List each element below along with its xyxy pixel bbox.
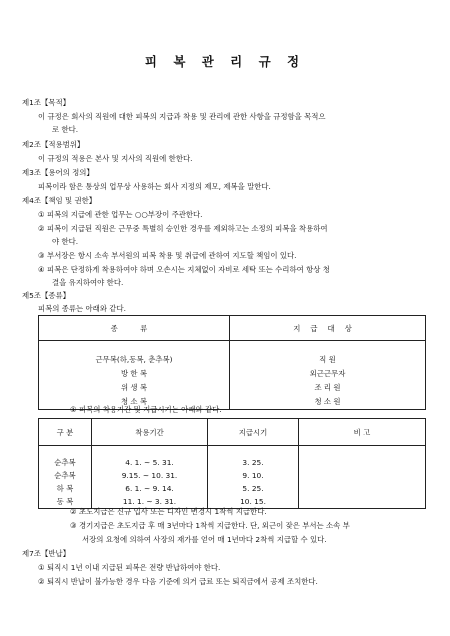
article-5-note: ① 피복의 착용기간 및 지급시기는 아래와 같다. bbox=[70, 405, 222, 414]
issue-date: 3. 25. bbox=[242, 458, 264, 467]
wear-period: 11. 1. ~ 3. 31. bbox=[122, 497, 177, 506]
uniform-target: 직 원 bbox=[319, 355, 336, 364]
article-5-text: 피복의 종류는 아래와 같다. bbox=[38, 304, 126, 313]
category: 동 복 bbox=[56, 497, 74, 506]
article-5-note: ③ 경기지급은 초도지급 후 매 3년마다 1착씩 지급한다. 단, 외근이 잦은 부서는 소속 부 bbox=[70, 521, 350, 530]
article-5-note-cont: 서장의 요청에 의하여 사장의 재가를 얻어 매 1년마다 2착씩 지급할 수 있다. bbox=[82, 535, 327, 544]
uniform-type: 위 생 복 bbox=[120, 383, 148, 392]
document-title: 피 복 관 리 규 정 bbox=[144, 54, 306, 69]
article-2-heading: 제2조【적용범위】 bbox=[22, 140, 85, 149]
table-header: 종 류 bbox=[39, 316, 230, 341]
table-header: 착용기간 bbox=[92, 419, 208, 446]
article-4-item-cont: 결을 유지하여야 한다. bbox=[52, 278, 124, 287]
category: 하 복 bbox=[56, 484, 74, 493]
issue-date: 9. 10. bbox=[242, 471, 264, 480]
article-5-note: ② 초도지급은 신규 입사 또는 디자인 변경시 1착씩 지급한다. bbox=[70, 507, 267, 516]
table-header: 비 고 bbox=[299, 419, 426, 446]
uniform-types-table bbox=[38, 315, 426, 410]
uniform-target: 외근근무자 bbox=[309, 369, 346, 378]
table-header: 지급시기 bbox=[208, 419, 299, 446]
article-5-heading: 제5조【종류】 bbox=[22, 291, 71, 300]
uniform-target: 청 소 원 bbox=[314, 397, 341, 406]
article-4-item: ① 피복의 지급에 관한 업무는 ○○부장이 주관한다. bbox=[38, 210, 203, 219]
uniform-type: 근무복(하,동복, 춘추복) bbox=[95, 355, 173, 364]
article-4-item: ③ 부서장은 항시 소속 부서원의 피복 착용 및 취급에 관하여 지도할 책임이 있다. bbox=[38, 251, 297, 260]
table-header: 지급대상 bbox=[230, 316, 426, 341]
table-header: 구 분 bbox=[39, 419, 92, 446]
article-7-item: ② 퇴직시 반납이 불가능한 경우 다음 기준에 의거 급료 또는 퇴직금에서 공제 조치한다. bbox=[38, 577, 318, 586]
remarks-cell bbox=[299, 446, 426, 509]
category: 순추복 bbox=[54, 471, 76, 480]
wear-period: 4. 1. ~ 5. 31. bbox=[125, 458, 174, 467]
article-2-text: 이 규정의 적용은 본사 및 지사의 직원에 한한다. bbox=[38, 154, 193, 163]
table-cell bbox=[39, 446, 92, 509]
issue-date: 5. 25. bbox=[242, 484, 264, 493]
wear-period: 6. 1. ~ 9. 14. bbox=[125, 484, 174, 493]
category: 순추복 bbox=[54, 458, 76, 467]
article-1-text: 이 규정은 회사의 직원에 대한 피복의 지급과 착용 및 관리에 관한 사항을 규정함을 목적으 bbox=[38, 112, 326, 121]
table-cell bbox=[92, 446, 208, 509]
article-7-item: ① 퇴직시 1년 이내 지급된 피복은 전량 반납하여야 한다. bbox=[38, 563, 221, 572]
table-cell bbox=[208, 446, 299, 509]
article-3-text: 피복이라 함은 통상의 업무상 사용하는 회사 지정의 제모, 제복을 말한다. bbox=[38, 182, 271, 191]
article-4-item: ④ 피복은 단정하게 착용하여야 하며 오손시는 지체없이 자비로 세탁 또는 수리하여 항상 청 bbox=[38, 265, 330, 274]
table-cell bbox=[230, 341, 426, 410]
article-1-heading: 제1조【목적】 bbox=[22, 98, 71, 107]
uniform-type: 방 한 복 bbox=[120, 369, 148, 378]
article-4-heading: 제4조【책임 및 권한】 bbox=[22, 196, 97, 205]
article-1-text-cont: 로 한다. bbox=[52, 125, 79, 134]
wear-period: 9.15. ~ 10. 31. bbox=[121, 471, 178, 480]
article-4-item: ② 피복이 지급된 직원은 근무중 특별히 승인한 경우를 제외하고는 소정의 피복을 착용하여 bbox=[38, 224, 328, 233]
article-7-heading: 제7조【반납】 bbox=[22, 549, 71, 558]
issue-date: 10. 15. bbox=[240, 497, 266, 506]
table-cell bbox=[39, 341, 230, 410]
article-4-item-cont: 야 한다. bbox=[52, 237, 79, 246]
uniform-type: 청 소 복 bbox=[120, 397, 148, 406]
wear-period-table bbox=[38, 418, 426, 509]
uniform-target: 조 리 원 bbox=[314, 383, 341, 392]
article-3-heading: 제3조【용어의 정의】 bbox=[22, 168, 94, 177]
